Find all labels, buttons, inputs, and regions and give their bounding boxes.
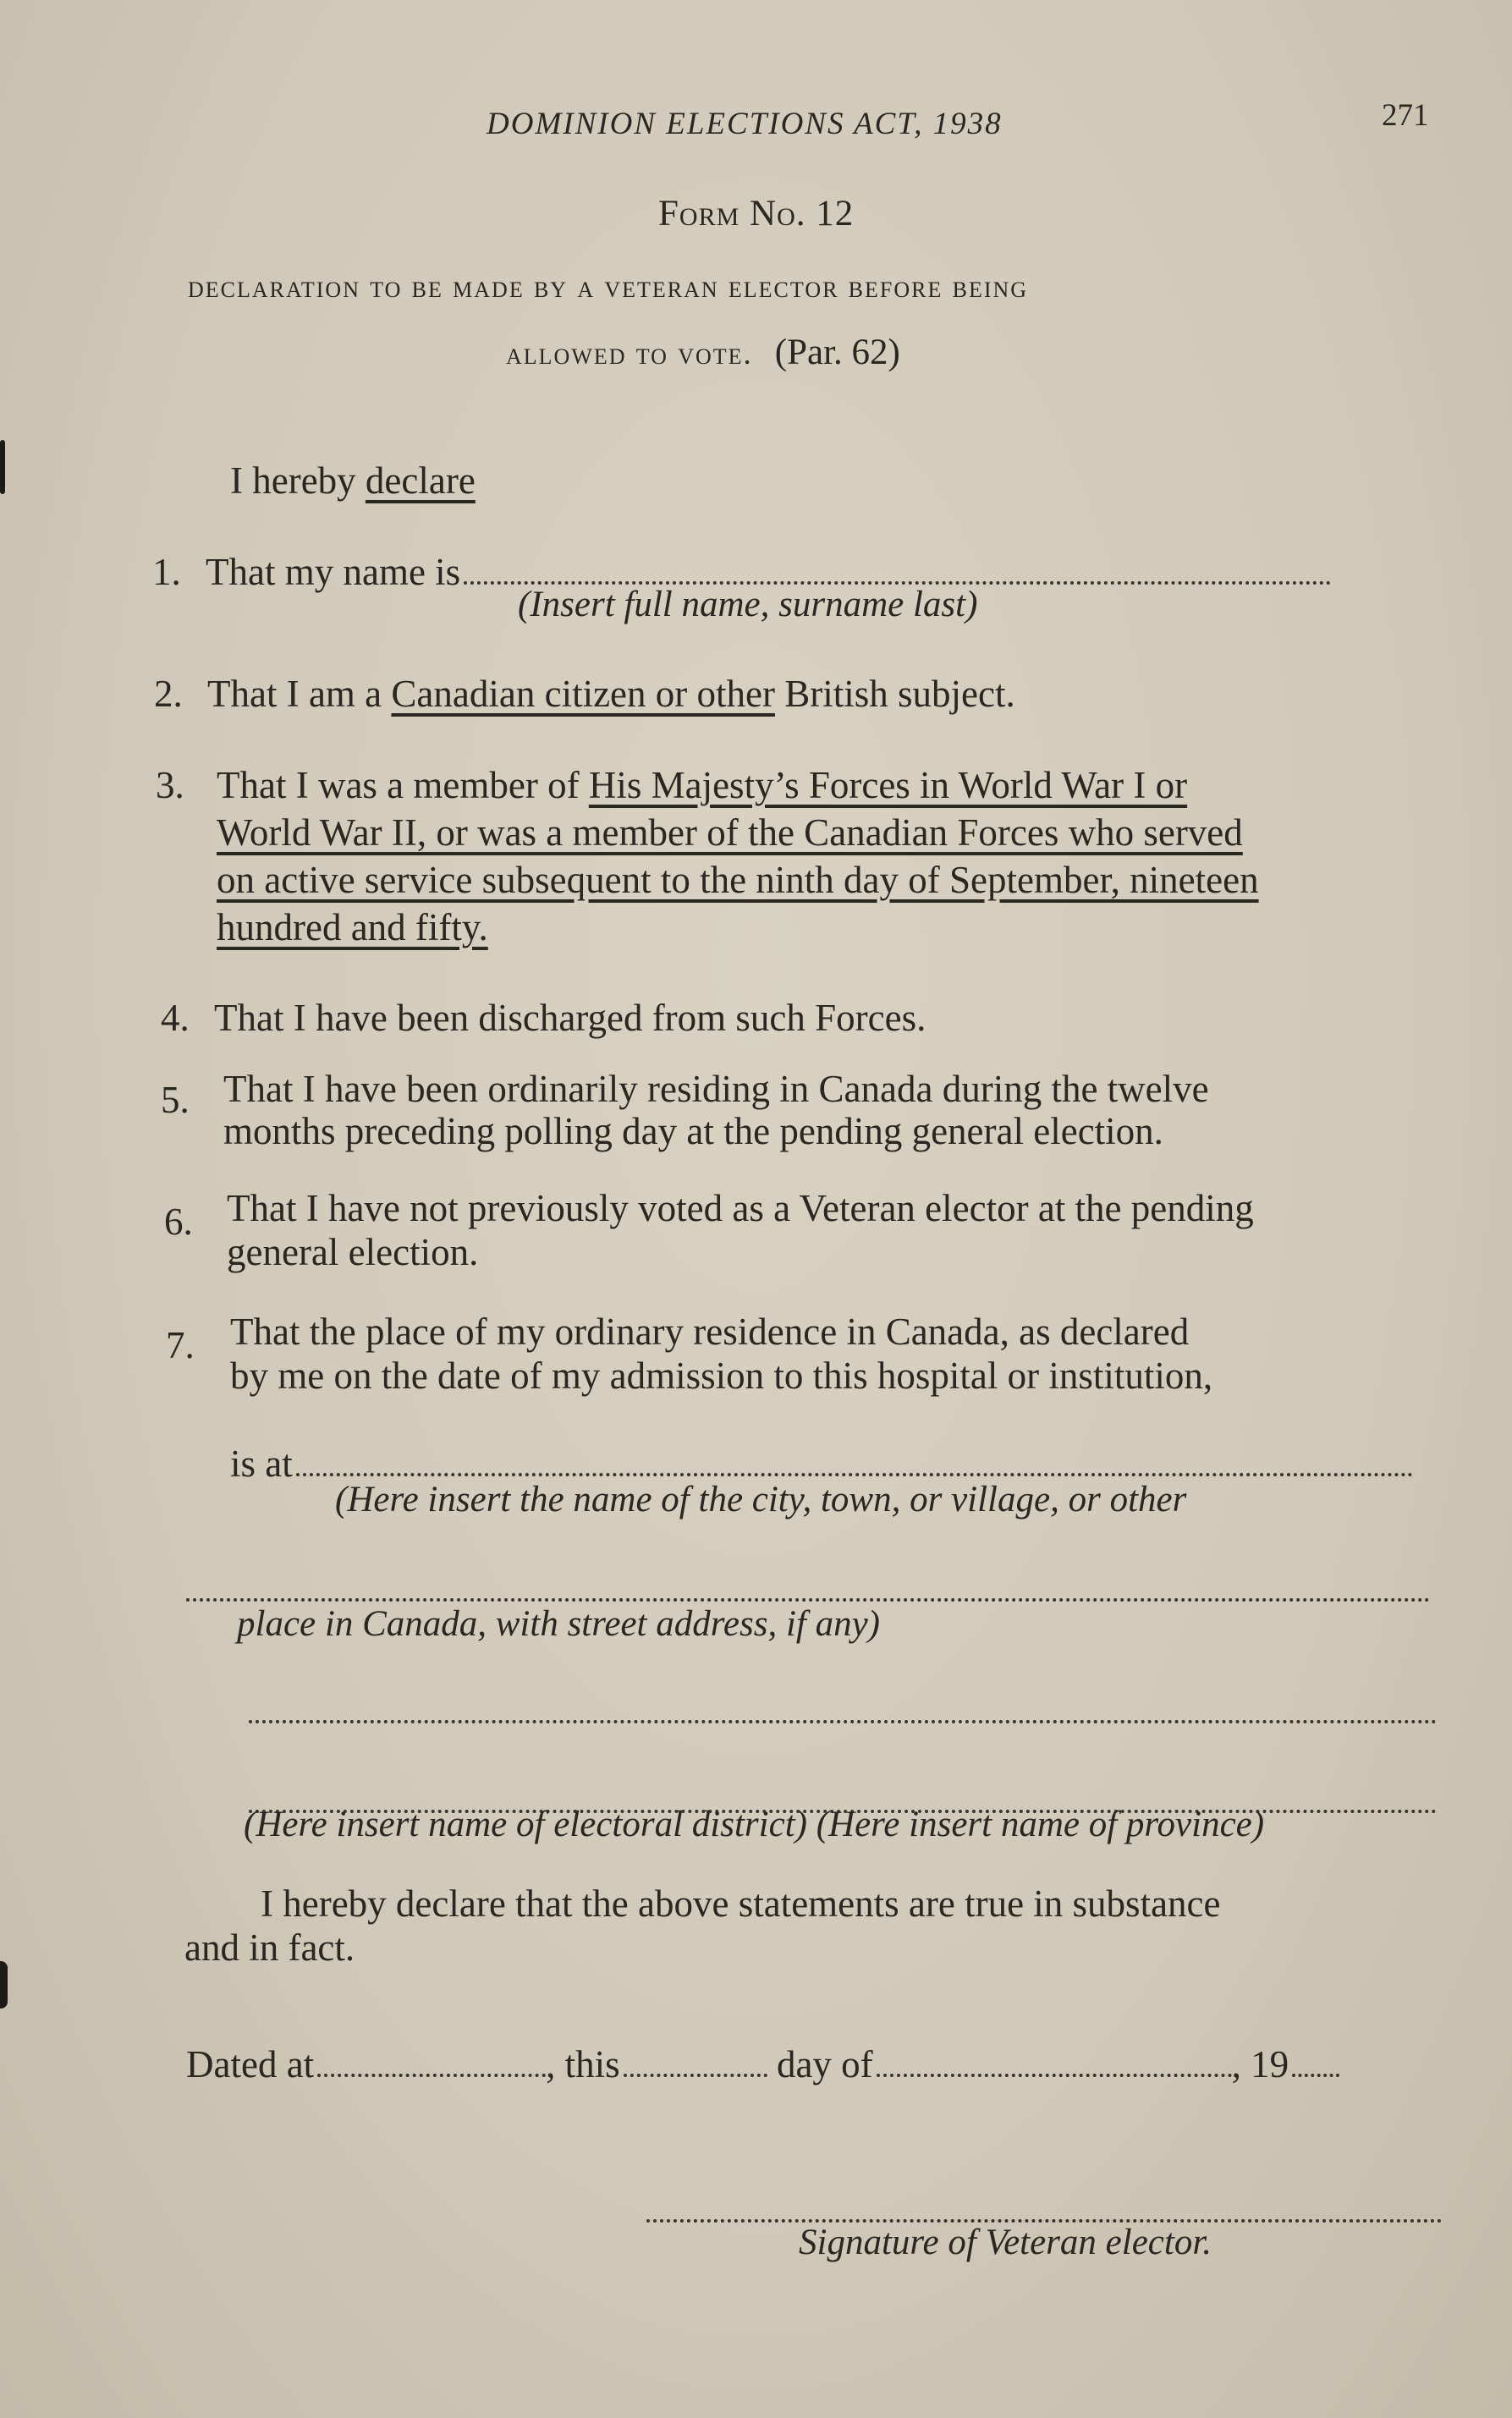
item-1-text: That my name is	[206, 551, 461, 593]
form-heading-text: allowed to vote.	[506, 337, 753, 371]
item-6-line-2: general election.	[227, 1231, 479, 1273]
district-blank-wrap	[245, 1712, 1437, 1728]
dated-place-blank[interactable]	[317, 2074, 546, 2077]
item-4-number: 4.	[161, 997, 190, 1039]
form-heading-line-2	[506, 332, 900, 373]
item-2-underlined: Canadian citizen or other	[391, 673, 775, 715]
item-3-line-1-underlined: His Majesty’s Forces in World War I or	[588, 764, 1188, 806]
item-4	[161, 994, 926, 1041]
item-2-pre: That I am a	[207, 673, 392, 715]
closing-line-1: I hereby declare that the above statements are true in substance	[261, 1882, 1221, 1925]
residence-caption-3: (Here insert name of electoral district) (Here insert name of province)	[244, 1805, 1265, 1844]
form-heading-par: (Par. 62)	[774, 332, 900, 372]
item-7	[230, 1310, 1440, 1398]
item-7-number: 7.	[166, 1324, 195, 1366]
dated-month-blank[interactable]	[877, 2074, 1232, 2077]
district-blank[interactable]	[249, 1720, 1437, 1723]
dated-year-blank[interactable]	[1292, 2074, 1339, 2077]
item-7-line-1: That the place of my ordinary residence in Canada, as declared	[230, 1311, 1190, 1353]
closing-line-2: and in fact.	[184, 1926, 355, 1969]
form-title: Form No. 12	[658, 194, 855, 234]
item-3-line-3: on active service subsequent to the ninth day of September, nineteen	[217, 859, 1259, 901]
binding-mark-top	[0, 440, 5, 494]
dated-at-label: Dated at	[186, 2043, 315, 2086]
item-6-number: 6.	[164, 1201, 193, 1243]
item-6-line-1: That I have not previously voted as a Veteran elector at the pending	[227, 1187, 1254, 1229]
item-5	[223, 1068, 1433, 1152]
is-at-label: is at	[230, 1443, 293, 1485]
dated-this-label: , this	[546, 2043, 620, 2086]
closing-statement	[184, 1882, 1445, 1970]
item-6	[227, 1186, 1437, 1274]
item-1-caption: (Insert full name, surname last)	[518, 585, 978, 624]
intro-prefix: I hereby	[230, 459, 366, 502]
item-3-line-4: hundred and fifty.	[217, 906, 488, 948]
residence-blank-2[interactable]	[186, 1598, 1430, 1602]
item-5-number: 5.	[161, 1079, 190, 1121]
item-7-line-2: by me on the date of my admission to this hospital or institution,	[230, 1355, 1213, 1397]
dated-line	[186, 2041, 1447, 2088]
item-1-number: 1.	[152, 551, 181, 593]
binding-mark-bottom	[0, 1961, 8, 2009]
running-header: DOMINION ELECTIONS ACT, 1938	[487, 107, 1003, 141]
intro-underlined: declare	[365, 459, 476, 502]
item-3	[217, 761, 1427, 951]
residence-blank-1[interactable]	[296, 1473, 1413, 1476]
item-3-line-1	[217, 761, 1427, 809]
intro-line	[230, 457, 476, 504]
item-4-text: That I have been discharged from such Forces.	[214, 997, 926, 1039]
dated-year-label: , 19	[1231, 2043, 1289, 2086]
form-heading-line-1: declaration to be made by a veteran elector before being	[188, 270, 1029, 305]
residence-caption-1: (Here insert the name of the city, town, or village, or other	[335, 1480, 1187, 1519]
item-3-line-2: World War II, or was a member of the Canadian Forces who served	[217, 811, 1243, 854]
item-2	[154, 670, 1015, 717]
item-2-post: British subject.	[774, 673, 1015, 715]
page-number: 271	[1382, 98, 1429, 133]
dated-day-blank[interactable]	[624, 2074, 767, 2077]
residence-caption-2: place in Canada, with street address, if any)	[237, 1604, 880, 1644]
signature-caption: Signature of Veteran elector.	[799, 2223, 1212, 2262]
item-3-line-1-text: That I was a member of	[217, 764, 589, 806]
item-2-number: 2.	[154, 673, 183, 715]
dated-day-of-label: day of	[776, 2043, 873, 2086]
item-5-line-1: That I have been ordinarily residing in Canada during the twelve	[223, 1068, 1209, 1110]
item-3-number: 3.	[156, 764, 184, 806]
item-5-line-2: months preceding polling day at the pending general election.	[223, 1110, 1163, 1152]
